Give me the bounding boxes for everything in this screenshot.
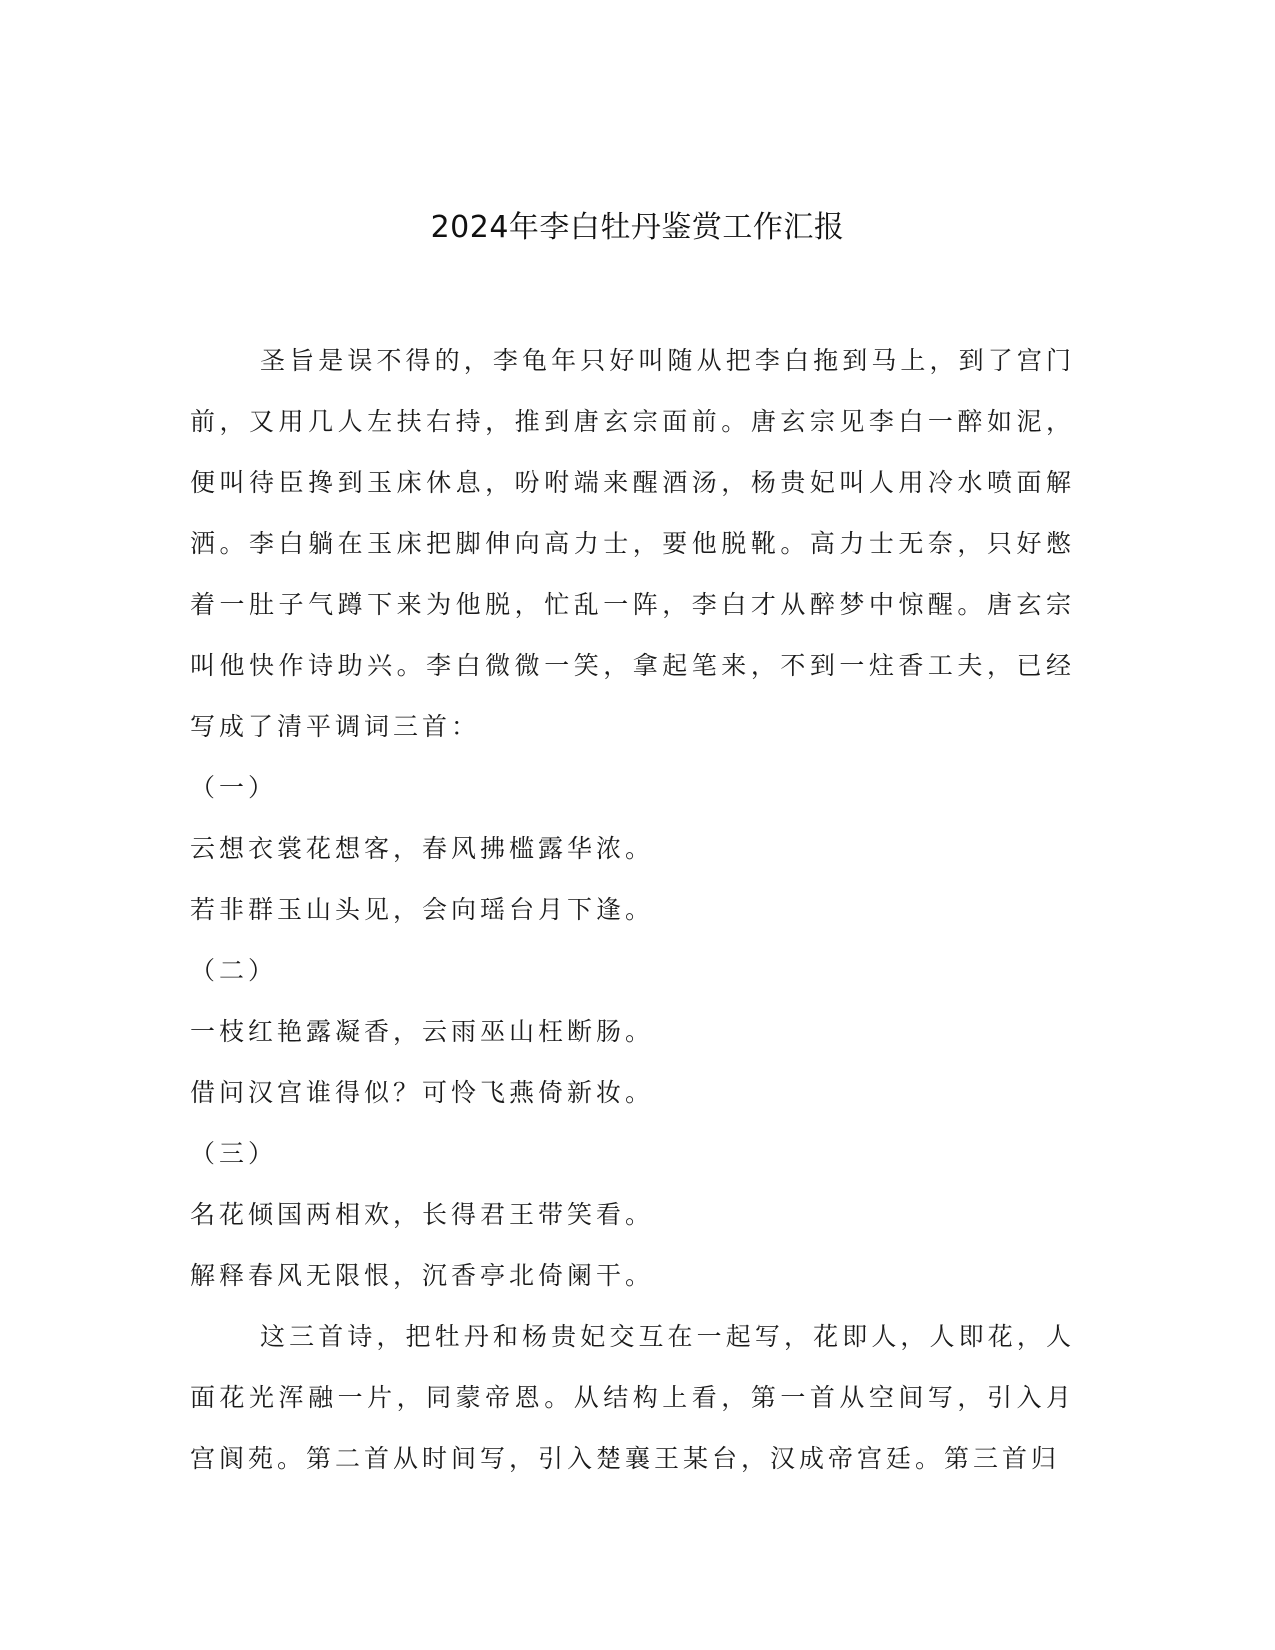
poem-3-line-1: 名花倾国两相欢，长得君王带笑看。 xyxy=(190,1200,655,1229)
body-paragraph-1: 圣旨是误不得的，李龟年只好叫随从把李白拖到马上，到了宫门前，又用几人左扶右持，推到唐玄宗面前。唐玄宗见李白一醉如泥，便叫待臣搀到玉床休息，吩咐端来醒酒汤，杨贵妃叫人用冷水喷面解洒。李白躺在玉床把脚伸向高力士，要他脱靴。高力士无奈，只好憋着一肚子气蹲下来为他脱，忙乱一阵，李白才从醉梦中惊醒。唐玄宗叫他快作诗助兴。李白微微一笑，拿起笔来，不到一炷香工夫，已经写成了清平调词三首： xyxy=(190,346,1075,741)
poem-3-line-2: 解释春风无限恨，沉香亭北倚阑干。 xyxy=(190,1261,655,1290)
poem-2-number: （二） xyxy=(190,956,278,985)
poem-3-number: （三） xyxy=(190,1139,278,1168)
poem-1-number: （一） xyxy=(190,773,278,802)
document-title: 2024年李白牡丹鉴赏工作汇报 xyxy=(430,210,845,245)
body-paragraph-2: 这三首诗，把牡丹和杨贵妃交互在一起写，花即人，人即花，人面花光浑融一片，同蒙帝恩。从结构上看，第一首从空间写，引入月宫阆苑。第二首从时间写，引入楚襄王某台，汉成帝宫廷。第三首归 xyxy=(190,1322,1075,1473)
document-body xyxy=(190,330,1075,1489)
poem-2-line-2: 借问汉宫谁得似？可怜飞燕倚新妆。 xyxy=(190,1078,655,1107)
poem-2-line-1: 一枝红艳露凝香，云雨巫山枉断肠。 xyxy=(190,1017,655,1046)
poem-1-line-1: 云想衣裳花想客，春风拂槛露华浓。 xyxy=(190,834,655,863)
poem-1-line-2: 若非群玉山头见，会向瑶台月下逢。 xyxy=(190,895,655,924)
